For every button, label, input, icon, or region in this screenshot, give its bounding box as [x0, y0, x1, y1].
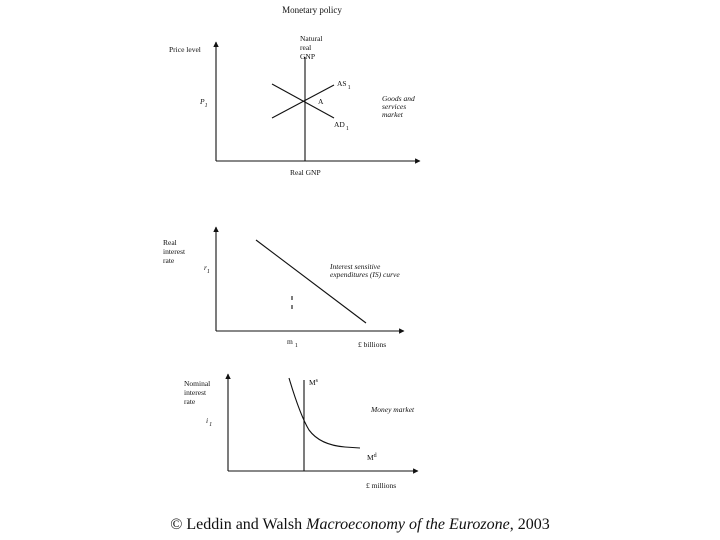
- nominal-rate-label-2: interest: [184, 388, 207, 397]
- nominal-rate-label-3: rate: [184, 397, 196, 406]
- caption-prefix: © Leddin and Walsh: [170, 516, 307, 533]
- figure-title: Monetary policy: [282, 5, 342, 15]
- investment-x-axis-label: £ billions: [358, 340, 387, 349]
- natural-gnp-label-1: Natural: [300, 34, 323, 43]
- as-curve-label: $AS_1$: [337, 79, 351, 91]
- copyright-caption: [0, 516, 720, 534]
- real-rate-tick: $r_1$: [204, 263, 210, 275]
- real-rate-label-1: Real: [163, 238, 177, 247]
- natural-gnp-label-2: real: [300, 43, 312, 52]
- goods-market-label-3: market: [382, 110, 403, 119]
- goods-y-axis-label: Price level: [169, 45, 201, 54]
- caption-suffix: , 2003: [509, 516, 550, 533]
- real-rate-label-2: interest: [163, 247, 186, 256]
- money-demand-label: $M^d$: [367, 453, 377, 462]
- goods-x-axis-label: Real GNP: [290, 168, 321, 177]
- price-level-tick: $P_1$: [200, 97, 208, 109]
- caption-book-title: Macroeconomy of the Eurozone: [306, 516, 510, 533]
- nominal-rate-label-1: Nominal: [184, 379, 211, 388]
- is-curve: [256, 240, 366, 323]
- is-curve-label-2: expenditures (IS) curve: [330, 270, 400, 279]
- nominal-rate-tick: $i_1$: [206, 416, 213, 428]
- goods-market-label-1: Goods and: [382, 94, 415, 103]
- goods-market-panel: [169, 34, 420, 177]
- quantity-tick: m $_1$: [287, 337, 298, 349]
- ad-curve-label: $AD_1$: [334, 120, 349, 132]
- money-market-label: Money market: [371, 405, 415, 414]
- equilibrium-point-label: A: [318, 97, 324, 106]
- natural-gnp-label-3: GNP: [300, 52, 316, 61]
- is-curve-label-1: Interest sensitive: [330, 262, 381, 271]
- money-supply-label: $M^s$: [309, 378, 319, 387]
- money-market-panel: [184, 374, 418, 490]
- real-rate-label-3: rate: [163, 256, 175, 265]
- goods-market-label-2: services: [382, 102, 407, 111]
- money-demand-curve: [289, 378, 360, 448]
- investment-panel: [163, 227, 404, 349]
- money-x-axis-label: £ millions: [366, 481, 397, 490]
